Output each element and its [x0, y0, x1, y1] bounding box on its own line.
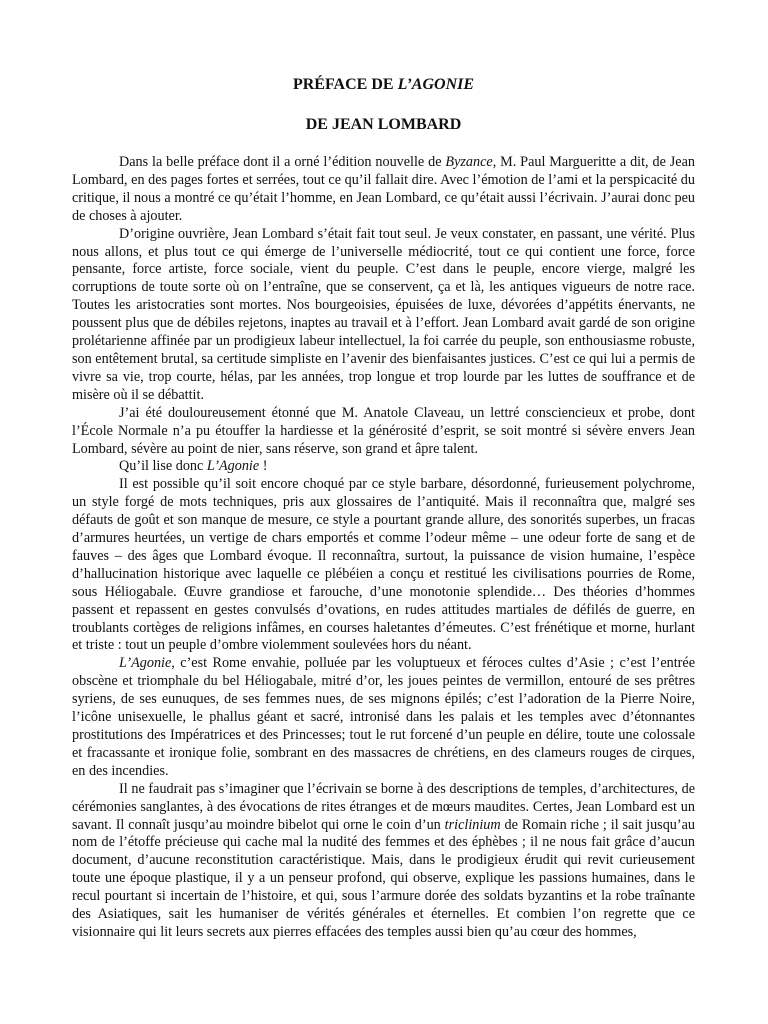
- paragraph-6: [72, 655, 695, 780]
- paragraph-1: [72, 154, 695, 226]
- paragraph-text: Il ne faudrait pas s’imaginer que l’écrivain se borne à des descriptions de temples, d’architectures, de cérémonies sanglantes, à des évocations de rites étranges et de mœurs maudites. Certes, Jean Lombard est un savant. Il connaît jusqu’au moindre bibelot qui orne le coin d’un: [72, 780, 695, 833]
- title-prefix: PRÉFACE DE: [292, 76, 398, 93]
- italic-text: Byzance: [445, 154, 493, 170]
- italic-text: triclinium: [444, 816, 501, 833]
- paragraph-text: , M. Paul Margueritte a dit, de Jean Lombard, en des pages fortes et serrées, tout ce qu’il fallait dire. Avec l’émotion de l’ami et la perspicacité du critique, il nous a montré ce qu’était l’homme, en Jean Lombard, ce qu’était aussi l’écrivain. J’aurai donc peu de choses à ajouter.: [72, 154, 695, 224]
- paragraph-text: Dans la belle préface dont il a orné l’édition nouvelle de: [119, 154, 446, 170]
- paragraph-text: de Romain riche ; il sait jusqu’au nom de l’étoffe précieuse qui cache mal la nudité des femmes et des éphèbes ; il ne nous fait grâce d’aucun document, d’aucune reconstitution caractéristique. Mais, dans le prodigieux érudit qui revit curieusement toute une époque plastique, il y a un penseur profond, qui observe, explique les passions humaines, dans le recul pourtant si incertain de l’histoire, et qui, sous l’armure dorée des soldats byzantins et la robe traînante des Asiatiques, sait les humaniser de vérités générales et éternelles. Et combien l’on regrette que ce visionnaire qui lit leurs secrets aux pierres effacées des temples aussi bien qu’au cœur des hommes,: [72, 816, 695, 940]
- paragraph-text: D’origine ouvrière, Jean Lombard s’était fait tout seul. Je veux constater, en passant, une vérité. Plus nous allons, et plus tout ce qui émerge de l’universelle médiocrité, tout ce qui contient une force, force pensante, force artiste, force sociale, vient du peuple. C’est dans le peuple, encore vierge, malgré les corruptions de toute sorte où on l’entraîne, que se conservent, ça et là, les antiques vigueurs de notre race. Toutes les aristocraties sont mortes. Nos bourgeoisies, épuisées de luxe, dévorées d’appétits énervants, ne poussent plus que de débiles rejetons, inaptes au travail et à l’effort. Jean Lombard avait gardé de son origine prolétarienne affinée par un prodigieux labeur intellectuel, la foi carrée du peuple, son enthousiasme robuste, son entêtement brutal, sa certitude simpliste en l’avenir des bienfaisantes justices. C’est ce qui lui a permis de vivre sa vie, trop courte, hélas, par les années, trop longue et trop lourde par les luttes de souffrance et de misère où il se débattit.: [72, 225, 695, 403]
- paragraph-2: [72, 226, 695, 405]
- paragraph-text: J’ai été douloureusement étonné que M. Anatole Claveau, un lettré consciencieux et probe, dont l’École Normale n’a pu étouffer la hardiesse et la générosité d’esprit, se soit montré si sévère envers Jean Lombard, sévère au point de nier, sans réserve, son grand et âpre talent.: [72, 404, 695, 457]
- paragraph-5: [72, 476, 695, 655]
- title-italic: L’AGONIE: [397, 76, 475, 93]
- document-title: [72, 70, 695, 100]
- paragraph-text: !: [259, 458, 268, 475]
- paragraph-text: , c’est Rome envahie, polluée par les voluptueux et féroces cultes d’Asie ; c’est l’entrée obscène et triomphale du bel Héliogabale, mitré d’or, les joues peintes de vermillon, entouré de ses prêtres syriens, de ses eunuques, de ses femmes nues, de ses mignons épilés; c’est l’adoration de la Pierre Noire, l’icône unisexuelle, le phallus géant et sacré, intronisé dans les palais et les temples avec d’étonnantes prostitutions des Impératrices et des Princesses; tout le rut forcené d’un peuple en délire, toute une colossale et fracassante et ironique folie, sombrant en des massacres de chrétiens, en des clameurs rouges de cirques, en des incendies.: [72, 655, 695, 779]
- paragraph-7: [72, 781, 695, 942]
- document-page: [72, 70, 695, 942]
- body-text: [72, 154, 695, 942]
- paragraph-text: Il est possible qu’il soit encore choqué par ce style barbare, désordonné, furieusement polychrome, un style forgé de mots techniques, pris aux glossaires de l’antiquité. Mais il reconnaîtra que, malgré ses défauts de goût et son manque de mesure, ce style a pourtant grande allure, des sonorités superbes, un fracas d’armures heurtées, un vertige de chars emportés et comme l’odeur même – une odeur forte de sang et de fauves – des âges que Lombard évoque. Il reconnaîtra, surtout, la puissance de vision humaine, l’espèce d’hallucination historique avec laquelle ce plébéien a conçu et restitué les civilisations pourries de Rome, sous Héliogabale. Œuvre grandiose et farouche, d’une monotonie splendide… Des théories d’hommes passent et repassent en gestes convulsés d’ovations, en rudes attitudes martiales de défilés de guerre, en troublants cortèges de religions infâmes, en courses haletantes d’émeutes. C’est frénétique et morne, hurlant et triste : tout un peuple d’ombre violemment soulevées hors du néant.: [72, 476, 695, 654]
- paragraph-3: [72, 405, 695, 459]
- italic-text: L’Agonie: [119, 655, 172, 672]
- paragraph-4: [72, 458, 695, 476]
- document-subtitle: DE JEAN LOMBARD: [305, 116, 462, 133]
- paragraph-text: Qu’il lise donc: [119, 458, 207, 475]
- italic-text: L’Agonie: [206, 458, 260, 475]
